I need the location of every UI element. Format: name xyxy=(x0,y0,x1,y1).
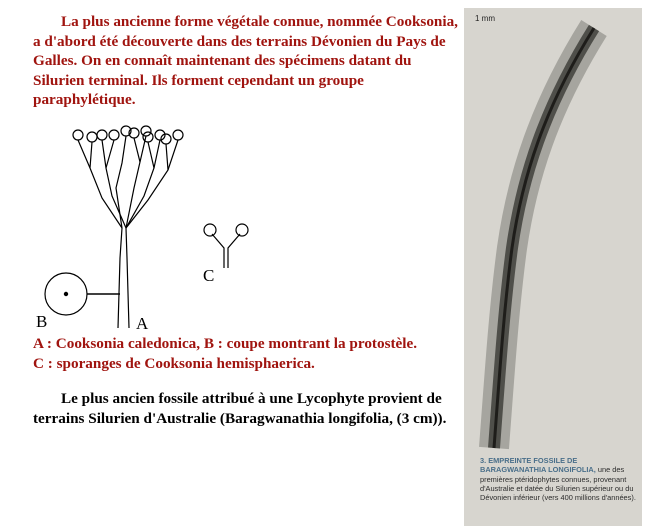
caption-line-2: C : sporanges de Cooksonia hemisphaerica. xyxy=(33,354,315,372)
caption-line-1: A : Cooksonia caledonica, B : coupe montrant la protostèle. xyxy=(33,335,418,352)
photo-caption-body: une des premières ptéridophytes connues, provenant d'Australie et datée du Silurien supérieur ou du Dévonien inférieur (vers 400 millions d'années). xyxy=(480,465,636,503)
photo-caption xyxy=(480,456,638,502)
intro-paragraph: La plus ancienne forme végétale connue, nommée Cooksonia, a d'abord été découverte dans des terrains Dévonien du Pays de Galles. On en connaît maintenant des spécimens datant du Silurien terminal. Ils forment cependant un groupe paraphylétique. xyxy=(33,13,458,108)
figure-caption xyxy=(33,334,463,373)
fossil-photo xyxy=(464,8,642,526)
photo-caption-title: 3. EMPREINTE FOSSILE DE BARAGWANATHIA LONGIFOLIA, xyxy=(480,456,596,475)
cooksonia-drawing xyxy=(30,118,330,338)
label-b: B xyxy=(36,312,48,331)
lycophyte-paragraph: Le plus ancien fossile attribué à une Lycophyte provient de terrains Silurien d'Australie (Baragwanathia longifolia, (3 cm)). xyxy=(33,390,447,427)
scale-label: 1 mm xyxy=(475,14,495,23)
fossil-impression xyxy=(464,8,642,526)
label-a: A xyxy=(136,314,149,333)
label-c: C xyxy=(203,266,215,285)
